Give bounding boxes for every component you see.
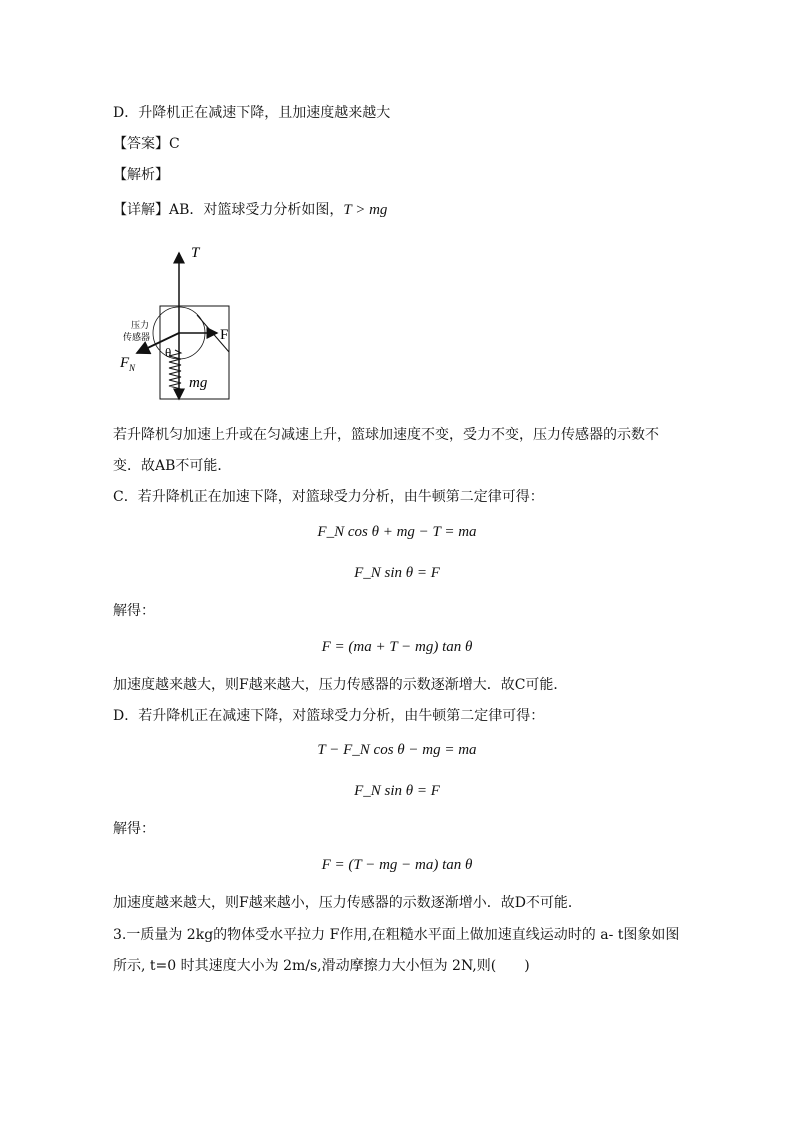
solve-label-2: 解得： [113, 821, 155, 837]
force-diagram [113, 235, 283, 405]
solve-label-1: 解得： [113, 603, 155, 619]
label-sensor-2: 传感器 [123, 333, 151, 343]
para-c: C．若升降机正在加速下降，对篮球受力分析，由牛顿第二定律可得： [113, 489, 544, 505]
label-t: T [191, 245, 200, 261]
label-mg: mg [189, 375, 208, 391]
para1-line-b: 变．故AB不可能． [113, 458, 232, 474]
conclusion-c: 加速度越来越大，则F越来越大，压力传感器的示数逐渐增大．故C可能． [113, 677, 568, 693]
detail-prefix: 【详解】AB．对篮球受力分析如图， [113, 202, 344, 218]
detail-line [113, 200, 387, 220]
detail-math: T > mg [343, 202, 388, 218]
para1-line-a: 若升降机匀加速上升或在匀减速上升，篮球加速度不变，受力不变，压力传感器的示数不 [113, 427, 659, 443]
equation-4: T − F_N cos θ − mg = ma [317, 742, 477, 758]
label-f: F [220, 327, 229, 343]
question-3-line-a: 3.一质量为 2kg的物体受水平拉力 F作用,在粗糙水平面上做加速直线运动时的 a- t图象如图 [113, 927, 680, 943]
equation-3: F = (ma + T − mg) tan θ [321, 639, 473, 655]
equation-6: F = (T − mg − ma) tan θ [321, 857, 473, 873]
equation-2: F_N sin θ = F [354, 565, 440, 581]
analysis-heading: 【解析】 [113, 167, 169, 183]
equation-5: F_N sin θ = F [354, 783, 440, 799]
answer-line: 【答案】C [113, 136, 180, 152]
conclusion-d: 加速度越来越大，则F越来越小，压力传感器的示数逐渐增小．故D不可能． [113, 895, 582, 911]
question-3-line-b: 所示, t=0 时其速度大小为 2m/s,滑动摩擦力大小恒为 2N,则( ) [113, 958, 530, 974]
label-fn: F [120, 355, 130, 371]
option-d: D．升降机正在减速下降，且加速度越来越大 [113, 105, 391, 121]
label-fn-sub: N [129, 363, 136, 373]
para-d: D．若升降机正在减速下降，对篮球受力分析，由牛顿第二定律可得： [113, 708, 545, 724]
label-theta: θ [165, 345, 172, 360]
label-sensor-1: 压力 [131, 321, 150, 331]
equation-1: F_N cos θ + mg − T = ma [317, 524, 477, 540]
